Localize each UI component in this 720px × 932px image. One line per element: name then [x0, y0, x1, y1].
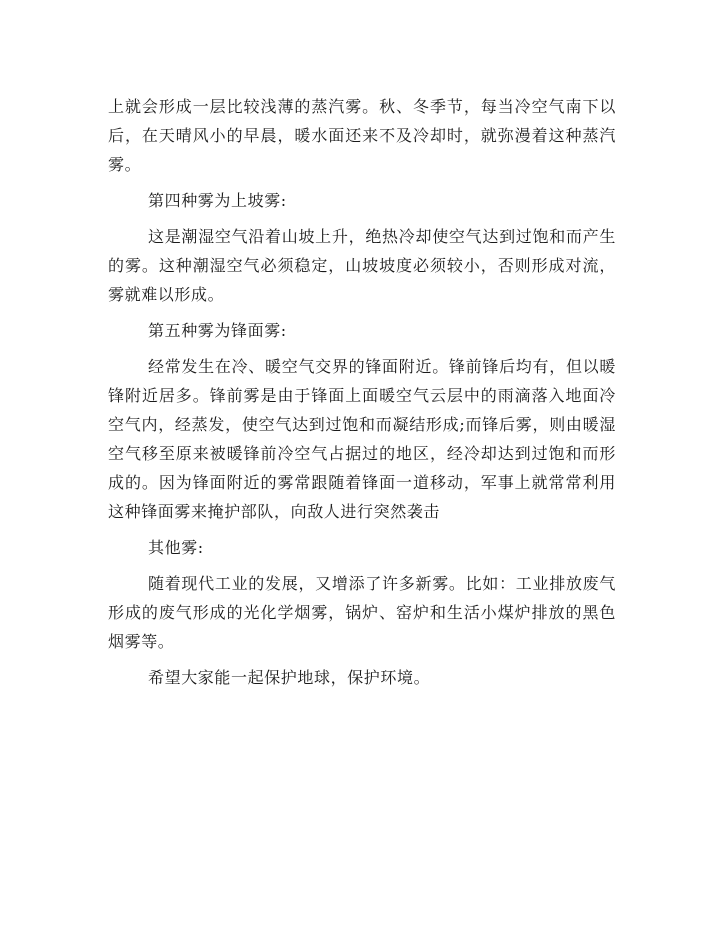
paragraph-frontal-fog: 经常发生在冷、暖空气交界的锋面附近。锋前锋后均有，但以暖锋附近居多。锋前雾是由于锋面上面暖空气云层中的雨滴落入地面冷空气内，经蒸发，使空气达到过饱和而凝结形成;而锋后雾，则由暖湿空气移至原来被暖锋前冷空气占据过的地区，经冷却达到过饱和而形成的。因为锋面附近的雾常跟随着锋面一道移动，军事上就常常利用这种锋面雾来掩护部队，向敌人进行突然袭击	[108, 357, 616, 521]
paragraph-gap	[108, 215, 616, 222]
paragraph-gap	[108, 309, 616, 316]
paragraph-industrial-fog: 随着现代工业的发展，又增添了许多新雾。比如：工业排放废气形成的废气形成的光化学烟雾，锅炉、窑炉和生活小煤炉排放的黑色烟雾等。	[108, 574, 616, 651]
paragraph-gap	[108, 562, 616, 569]
paragraph-upslope-fog: 这是潮湿空气沿着山坡上升，绝热冷却使空气达到过饱和而产生的雾。这种潮湿空气必须稳定，山坡坡度必须较小，否则形成对流，雾就难以形成。	[108, 227, 616, 304]
heading-upslope-fog: 第四种雾为上坡雾:	[148, 191, 287, 210]
paragraph-gap	[108, 345, 616, 352]
document-body	[108, 92, 616, 692]
heading-frontal-fog: 第五种雾为锋面雾:	[148, 321, 287, 340]
paragraph-gap	[108, 656, 616, 663]
paragraph-gap	[108, 179, 616, 186]
paragraph-closing: 希望大家能一起保护地球，保护环境。	[148, 668, 431, 687]
heading-other-fog: 其他雾:	[148, 538, 204, 557]
paragraph-gap	[108, 526, 616, 533]
paragraph-steam-fog-continued: 上就会形成一层比较浅薄的蒸汽雾。秋、冬季节，每当冷空气南下以后，在天晴风小的早晨，暖水面还来不及冷却时，就弥漫着这种蒸汽雾。	[108, 97, 616, 174]
